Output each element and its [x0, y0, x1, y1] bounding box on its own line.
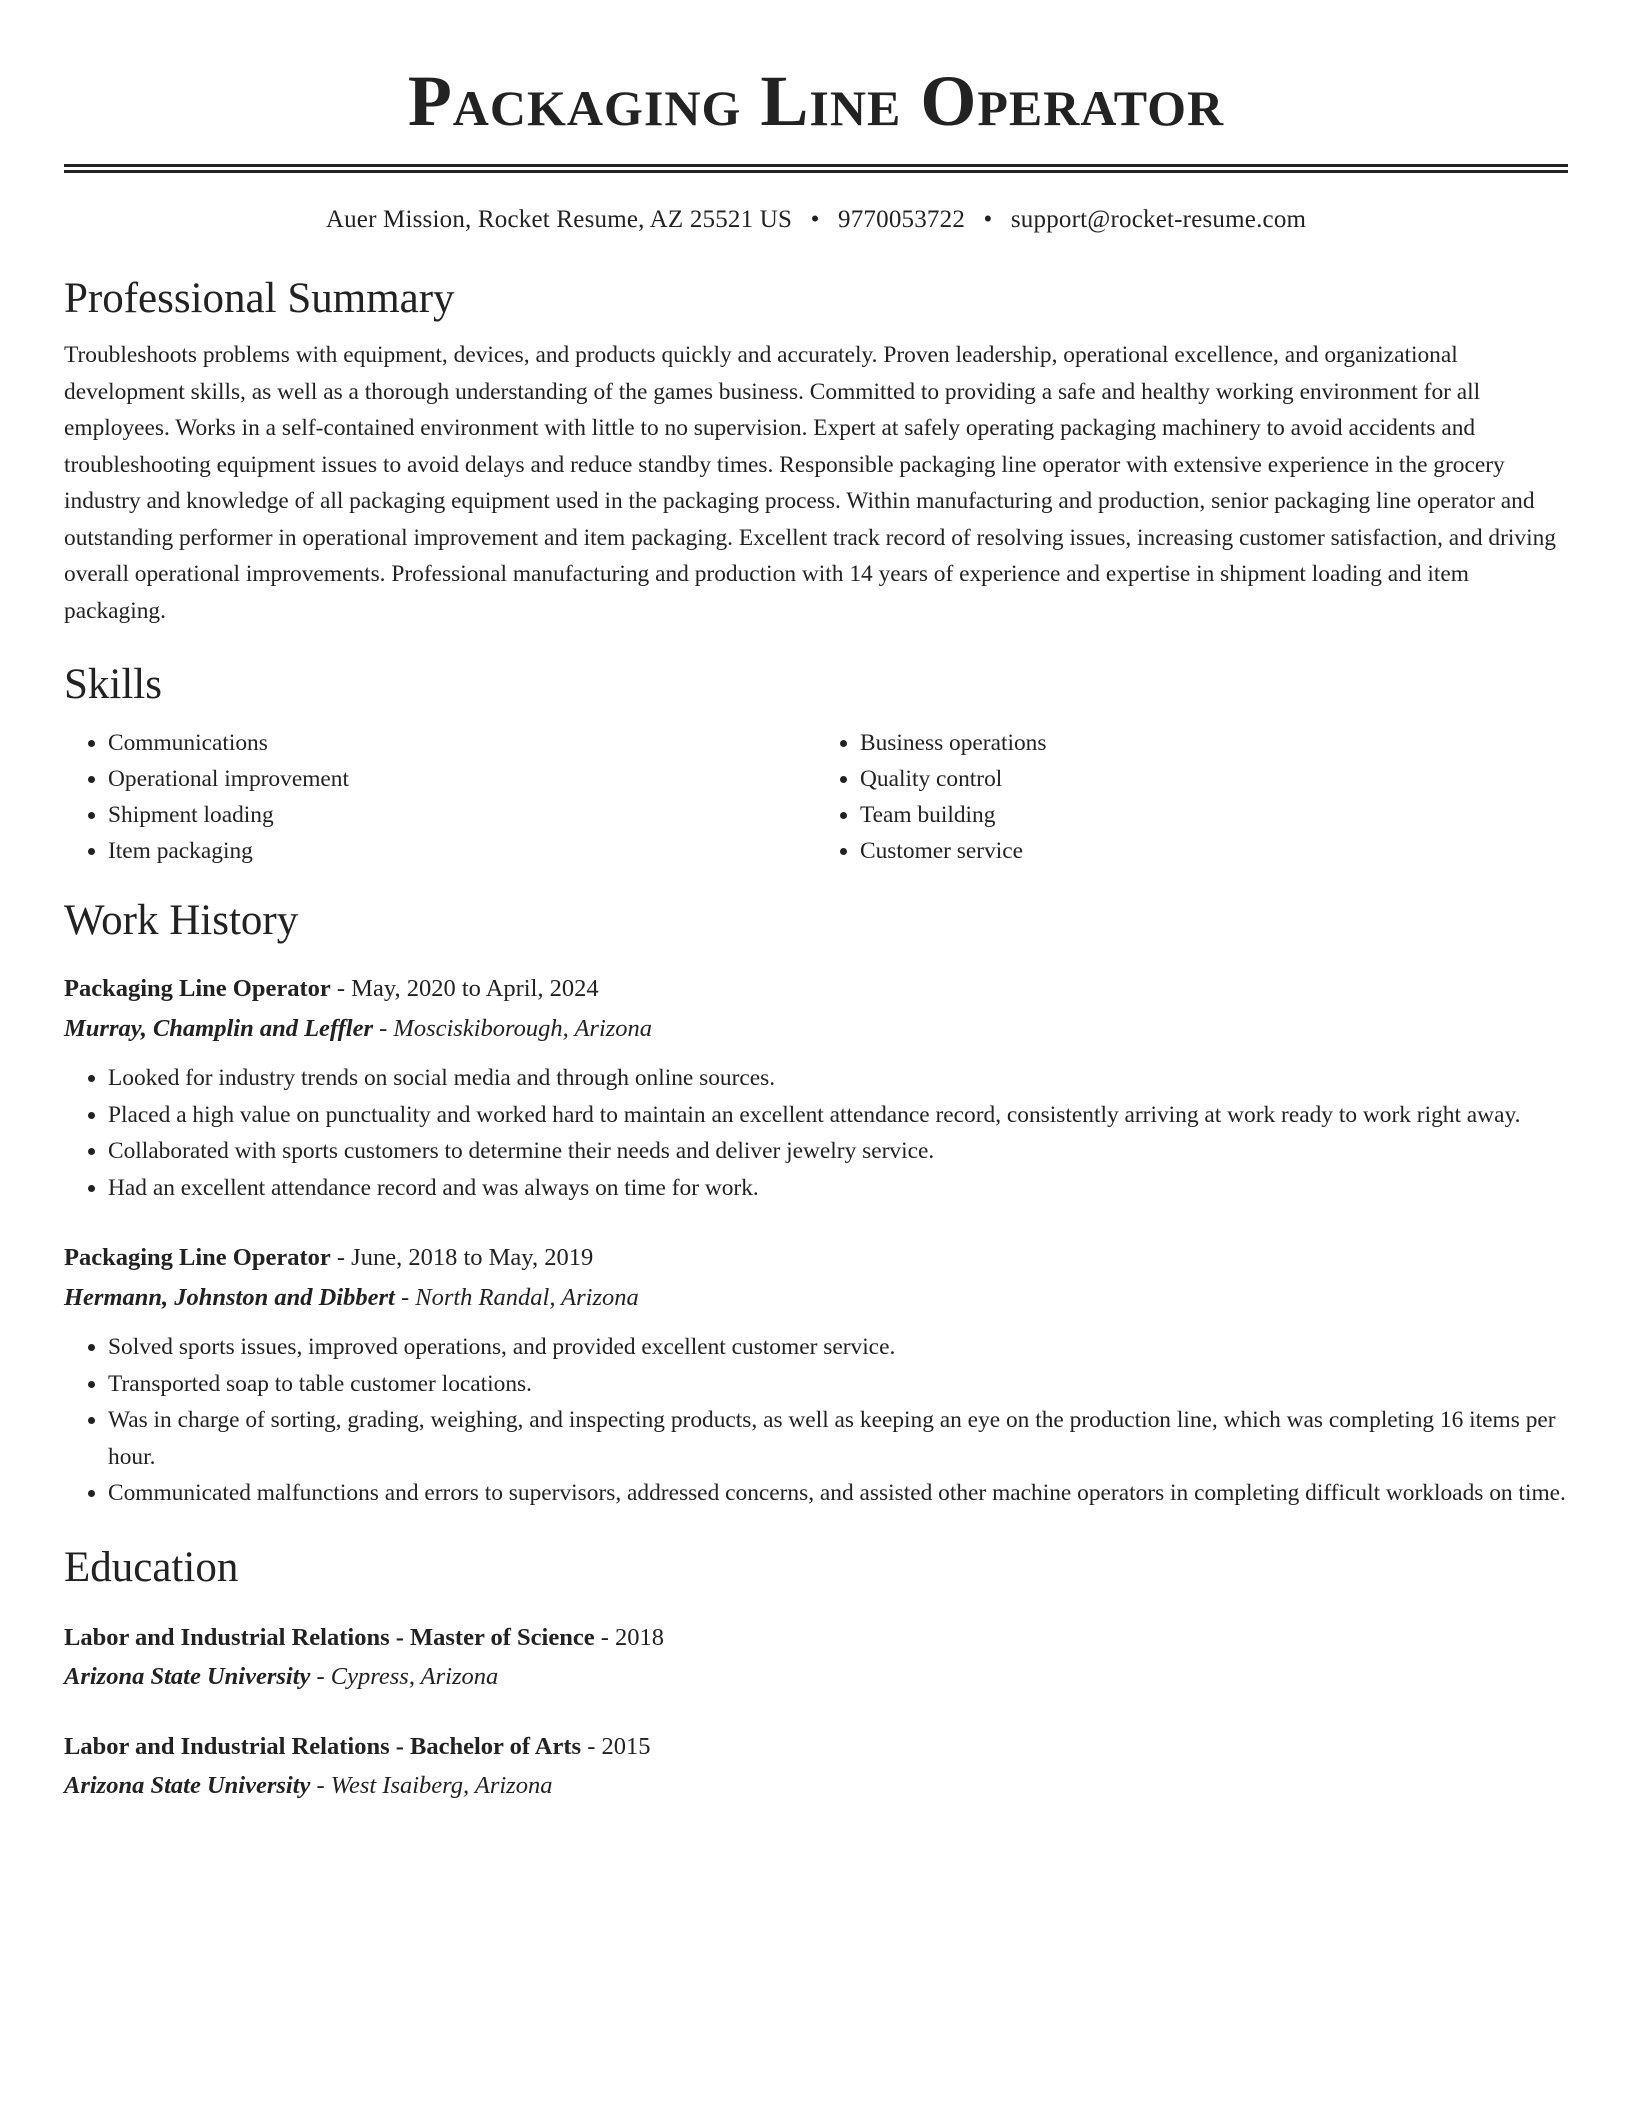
summary-text: Troubleshoots problems with equipment, devices, and products quickly and accurately. Proven leadership, operational excellence, and organizational development skills, as well as a thorough understanding of the games business. Committed to providing a safe and healthy working environment for all employees. Works in a self-contained environment with little to no supervision. Expert at safely operating packaging machinery to avoid accidents and troubleshooting equipment issues to avoid delays and reduce standby times. Responsible packaging line operator with extensive experience in the grocery industry and knowledge of all packaging equipment used in the packaging process. Within manufacturing and production, senior packaging line operator and outstanding performer in operational improvement and item packaging. Excellent track record of resolving issues, increasing customer satisfaction, and driving overall operational improvements. Professional manufacturing and production with 14 years of experience and expertise in shipment loading and item packaging. — [64, 342, 1556, 624]
school-line — [64, 1768, 1568, 1804]
job-title-line — [64, 1240, 1568, 1276]
degree-name: Labor and Industrial Relations - Master of Science — [64, 1623, 595, 1651]
duty-item: • Solved sports issues, improved operations, and provided excellent customer service. — [108, 1329, 1568, 1366]
skill-item: • Operational improvement — [108, 761, 816, 797]
contact-email: support@rocket-resume.com — [1010, 206, 1307, 233]
skill-item: • Team building — [860, 797, 1568, 833]
skill-item: • Business operations — [860, 725, 1568, 761]
skills-heading: Skills — [64, 661, 162, 708]
degree-line — [64, 1620, 1568, 1656]
job-title: Packaging Line Operator — [64, 1244, 331, 1271]
job-duties — [64, 1060, 1568, 1206]
skill-item: • Customer service — [860, 833, 1568, 869]
duty-item: • Was in charge of sorting, grading, weighing, and inspecting products, as well as keeping an eye on the production line, which was completing 16 items per hour. — [108, 1402, 1568, 1475]
contact-separator: • — [983, 206, 993, 233]
duty-item: • Placed a high value on punctuality and worked hard to maintain an excellent attendance record, consistently arriving at work ready to work right away. — [108, 1097, 1568, 1134]
skill-item: • Quality control — [860, 761, 1568, 797]
school-location: - Cypress, Arizona — [310, 1662, 499, 1690]
duty-item: • Had an excellent attendance record and was always on time for work. — [108, 1170, 1568, 1207]
job-company: Hermann, Johnston and Dibbert — [64, 1284, 395, 1311]
job-title: Packaging Line Operator — [64, 975, 331, 1002]
job-entry — [64, 1240, 1568, 1512]
job-company-line — [64, 1011, 1568, 1047]
contact-phone: 9770053722 — [838, 206, 966, 233]
skill-item: • Communications — [108, 725, 816, 761]
contact-address: Auer Mission, Rocket Resume, AZ 25521 US — [325, 206, 793, 233]
school-name: Arizona State University — [64, 1662, 311, 1690]
contact-line — [64, 203, 1568, 237]
job-entry — [64, 971, 1568, 1206]
work-history-heading: Work History — [64, 897, 299, 944]
skill-item: • Item packaging — [108, 833, 816, 869]
resume-name: Packaging Line Operator — [407, 61, 1225, 141]
education-heading: Education — [64, 1543, 239, 1591]
degree-year: - 2018 — [594, 1623, 665, 1651]
job-duties — [64, 1329, 1568, 1512]
skill-item: • Shipment loading — [108, 797, 816, 833]
school-name: Arizona State University — [64, 1771, 311, 1799]
education-entry — [64, 1729, 1568, 1804]
degree-name: Labor and Industrial Relations - Bachelor of Arts — [64, 1732, 582, 1760]
duty-item: • Transported soap to table customer locations. — [108, 1366, 1568, 1403]
school-location: - West Isaiberg, Arizona — [310, 1771, 553, 1799]
duty-item: • Communicated malfunctions and errors to supervisors, addressed concerns, and assisted other machine operators in completing difficult workloads on time. — [108, 1475, 1568, 1512]
job-location: - Mosciskiborough, Arizona — [373, 1015, 653, 1042]
education-entry — [64, 1620, 1568, 1695]
job-dates: - June, 2018 to May, 2019 — [330, 1244, 594, 1271]
job-location: - North Randal, Arizona — [394, 1284, 639, 1311]
degree-line — [64, 1729, 1568, 1765]
degree-year: - 2015 — [581, 1732, 651, 1760]
job-company-line — [64, 1280, 1568, 1316]
skills-column-left — [64, 725, 816, 869]
skills-column-right — [816, 725, 1568, 869]
summary-heading: Professional Summary — [64, 275, 455, 322]
job-dates: - May, 2020 to April, 2024 — [330, 975, 599, 1002]
school-line — [64, 1659, 1568, 1695]
header-divider — [64, 164, 1568, 173]
duty-item: • Collaborated with sports customers to determine their needs and deliver jewelry service. — [108, 1133, 1568, 1170]
job-company: Murray, Champlin and Leffler — [64, 1015, 374, 1042]
contact-separator: • — [810, 206, 820, 233]
duty-item: • Looked for industry trends on social media and through online sources. — [108, 1060, 1568, 1097]
skills-list — [64, 725, 1568, 869]
job-title-line — [64, 971, 1568, 1007]
